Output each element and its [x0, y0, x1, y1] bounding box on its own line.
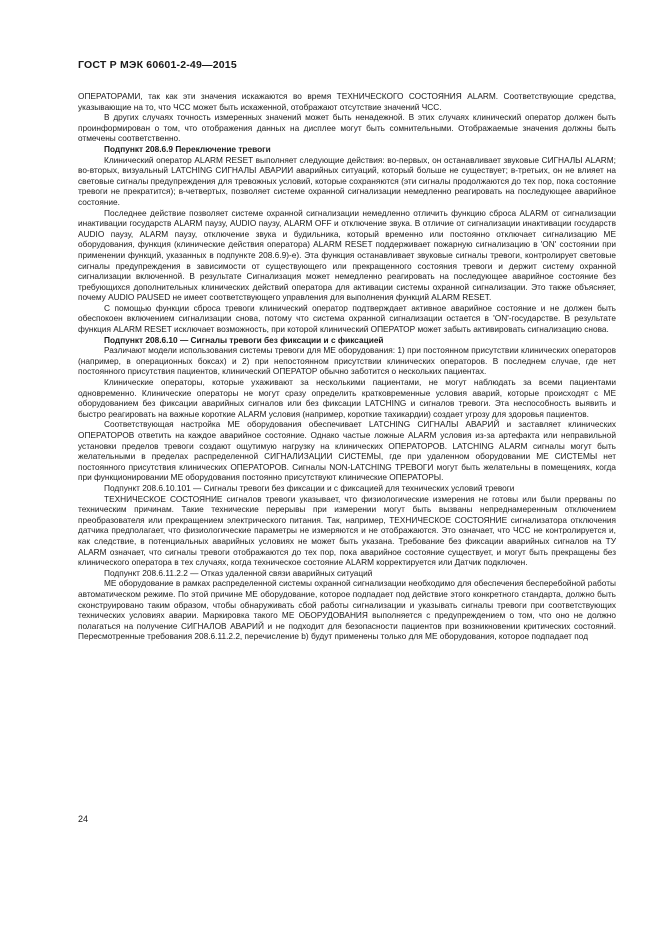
section-heading: Подпункт 208.6.9 Переключение тревоги	[104, 143, 271, 154]
paragraph: МЕ оборудование в рамках распределенной системы охранной сигнализации необходимо для обеспечения бесперебойной работы автоматическом режиме. По этой причине МЕ оборудование, которое подпадает под действие этого конкретного стандарта, должно быть сконструировано таким образом, чтобы обнаруживать сбой работы сигнализации и указывать сигналы тревоги при соответствующих технических условиях аварии. Маркировка такого МЕ ОБОРУДОВАНИЯ выполняется с предупреждением о том, что оно не должно полагаться на получение СИГНАЛОВ АВАРИЙ и не подходит для безопасности пациентов при возникновении критических состояний. Пересмотренные требования 208.6.11.2.2, перечисление b) будут применены только для МЕ оборудования, которое подпадает под	[78, 578, 616, 642]
paragraph: В других случаях точность измеренных значений может быть ненадежной. В этих случаях клинический оператор должен быть проинформирован о том, что отображения данных на дисплее могут быть сомнительными. Отображаемые значения должны быть отмечены соответственно.	[78, 112, 616, 144]
paragraph: Клинические операторы, которые ухаживают за несколькими пациентами, не могут наблюдать за всеми пациентами одновременно. Клинические операторы не могут сразу определить кратковременные условия аварий, которые происходят с МЕ оборудованием без фиксации аварийных сигналов или без фиксации LATCHING и сигналов тревоги. Эта неспособность выявить и быстро реагировать на важные короткие ALARM условия (например, короткие тахикардии) создает угрозу для здоровья пациентов.	[78, 377, 616, 419]
document-header-title: ГОСТ Р МЭК 60601-2-49—2015	[78, 59, 237, 71]
paragraph: Клинический оператор ALARM RESET выполняет следующие действия: во-первых, он останавливает звуковые СИГНАЛЫ ALARM; во-вторых, визуальный LATCHING СИГНАЛЫ АВАРИИ аварийных ситуаций, который больше не существует; в-третьих, он не влияет на световые сигналы предупреждения для тревожных условий, которые сохраняются (эти сигналы продолжаются до тех пор, пока состояние тревоги не прекратится); в-четвертых, позволяет системе охранной сигнализации немедленно реагировать на последующее аварийное состояние.	[78, 154, 616, 207]
subsection-heading: Подпункт 208.6.10.101 — Сигналы тревоги без фиксации и с фиксацией для технических условий тревоги	[104, 482, 515, 493]
page-number: 24	[78, 814, 89, 824]
document-body	[78, 91, 616, 642]
paragraph: Соответствующая настройка МЕ оборудования обеспечивает LATCHING СИГНАЛЫ АВАРИЙ и заставляет клинических ОПЕРАТОРОВ ответить на каждое аварийное состояние. Однако частые ложные ALARM условия из-за артефакта или неправильной установки пределов тревоги создают ощутимую нагрузку на клинических ОПЕРАТОРОВ. LATCHING ALARM сигналы могут быть желательными в пределах распределенной СИГНАЛИЗАЦИИ СИСТЕМЫ, где при удаленном оборудовании МЕ СИСТЕМЫ нет постоянного присутствия клинических ОПЕРАТОРОВ. Сигналы NON-LATCHING ТРЕВОГИ могут быть желательны в помещениях, когда при функционировании МЕ оборудования постоянно присутствуют клинические ОПЕРАТОРЫ.	[78, 419, 616, 483]
paragraph: ОПЕРАТОРАМИ, так как эти значения искажаются во время ТЕХНИЧЕСКОГО СОСТОЯНИЯ ALARM. Соответствующие средства, указывающие на то, что ЧСС может быть искаженной, отображают отсутствие значений ЧСС.	[78, 91, 616, 112]
paragraph: С помощью функции сброса тревоги клинический оператор подтверждает активное аварийное состояние и не должен быть обеспокоен включением сигнализации снова, потому что система охранной сигнализации остается в 'ON'-государстве. В результате функция ALARM RESET исключает возможность, при которой клинический ОПЕРАТОР может забыть активировать сигнализацию снова.	[78, 302, 616, 335]
section-heading: Подпункт 208.6.10 — Сигналы тревоги без фиксации и с фиксацией	[104, 334, 384, 345]
subsection-heading: Подпункт 208.6.11.2.2 — Отказ удаленной связи аварийных ситуаций	[104, 567, 373, 578]
paragraph: Различают модели использования системы тревоги для МЕ оборудования: 1) при постоянном присутствии клинических операторов (например, в операционных боксах) и 2) при непостоянном присутствии клинических операторов. В последнем случае, где нет постоянного присутствия пациентов, клинический ОПЕРАТОР обычно заботится о нескольких пациентах.	[78, 345, 616, 377]
paragraph: Последнее действие позволяет системе охранной сигнализации немедленно отличить функцию сброса ALARM от сигнализации инактивации государств ALARM паузу, AUDIO паузу, ALARM OFF и отключение звука. В отличие от сигнализации инактивации государств AUDIO паузу, ALARM паузу, отключение звука и будильника, который временно или постоянно отключает сигнализацию МЕ оборудования, функция (клинические действия оператора) ALARM RESET поддерживает пожарную сигнализацию в 'ON' состоянии при применении функций, указанных в подпункте 208.6.9)-е). Эта функция останавливает звуковые сигналы тревоги, контролирует световые сигналы предупреждения в зависимости от существующего или прекращенного состояния тревоги и держит систему охранной сигнализации включенной. В результате Сигнализация может немедленно реагировать на последующее аварийное состояние без требующихся дополнительных клинических действий оператора для активации системы охранной сигнализации. Это также объясняет, почему AUDIO PAUSED не имеет соответствующего управления для выполнения функций ALARM RESET.	[78, 207, 616, 303]
paragraph: ТЕХНИЧЕСКОЕ СОСТОЯНИЕ сигналов тревоги указывает, что физиологические измерения не готовы или были прерваны по техническим причинам. Такие технические перерывы при измерении могут быть вызваны непреднамеренным отключением преобразователя или прекращением электрического питания. Так, например, ТЕХНИЧЕСКОЕ СОСТОЯНИЕ сигнализатора отключения датчика предполагает, что физиологические параметры не измеряются и не отображаются. Это означает, что ЧСС не контролируется и, как следствие, в потенциальных аварийных условиях не может быть указана. Требование без фиксации аварийных сигналов на ТУ ALARM означает, что сигналы тревоги отображаются до тех пор, пока аварийное состояние существует, и могут быть прекращены без клинического оператора в тех случаях, когда техническое состояние ALARM корректируется или Датчик подключен.	[78, 493, 616, 568]
